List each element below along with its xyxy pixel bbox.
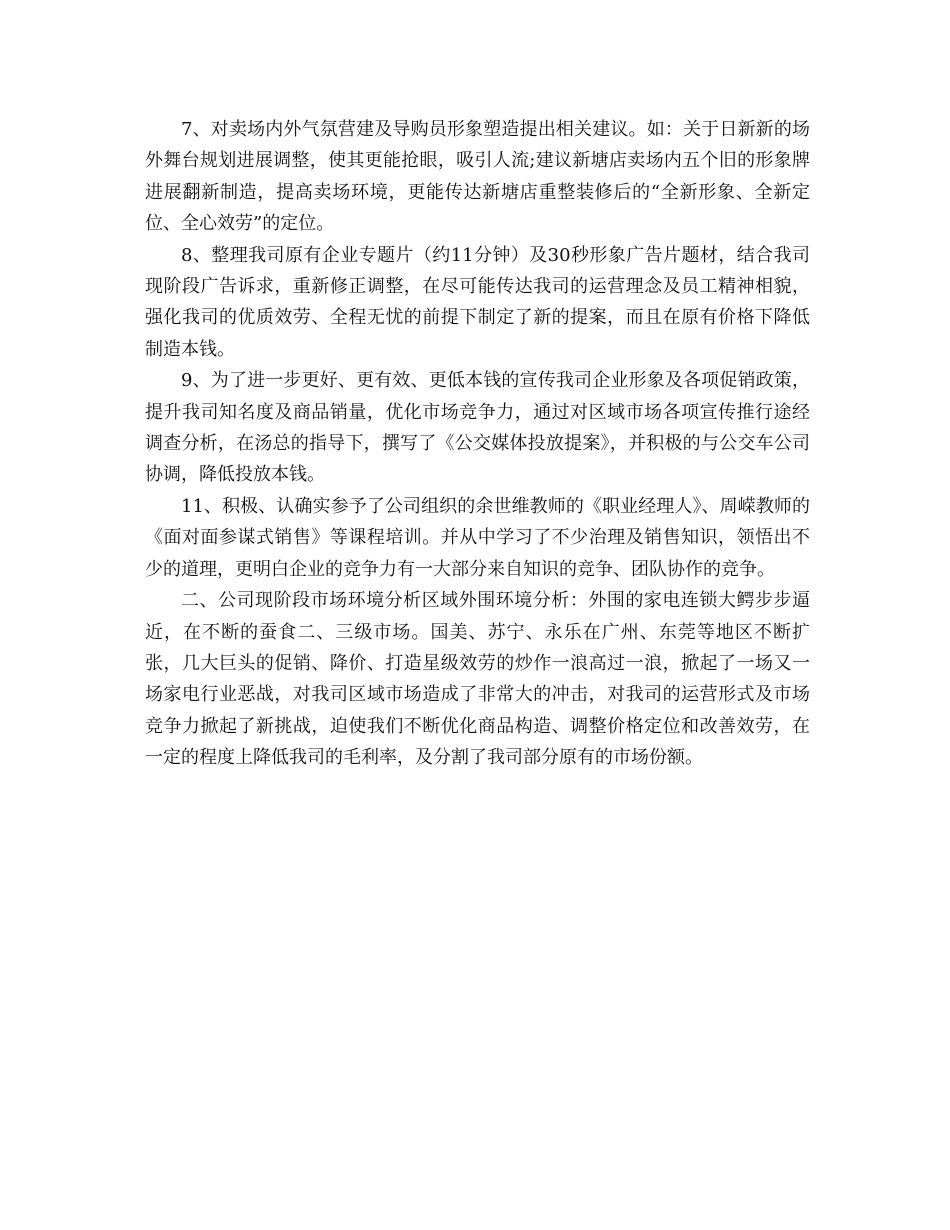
- paragraph-market-analysis: 二、公司现阶段市场环境分析区域外围环境分析：外围的家电连锁大鳄步步逼近，在不断的蚕食二、三级市场。国美、苏宁、永乐在广州、东莞等地区不断扩张，几大巨头的促销、降价、打造星级效劳的炒作一浪高过一浪，掀起了一场又一场家电行业恶战，对我司区域市场造成了非常大的冲击，对我司的运营形式及市场竞争力掀起了新挑战，迫使我们不断优化商品构造、调整价格定位和改善效劳，在一定的程度上降低我司的毛利率，及分割了我司部分原有的市场份额。: [145, 590, 810, 769]
- paragraph-item-8: 8、整理我司原有企业专题片（约11分钟）及30秒形象广告片题材，结合我司现阶段广告诉求，重新修正调整，在尽可能传达我司的运营理念及员工精神相貌，强化我司的优质效劳、全程无忧的前提下制定了新的提案，而且在原有价格下降低制造本钱。: [145, 244, 810, 360]
- paragraph-item-7: 7、对卖场内外气氛营建及导购员形象塑造提出相关建议。如：关于日新新的场外舞台规划进展调整，使其更能抢眼，吸引人流;建议新塘店卖场内五个旧的形象牌进展翻新制造，提高卖场环境，更能传达新塘店重整装修后的“全新形象、全新定位、全心效劳”的定位。: [145, 119, 810, 235]
- paragraph-item-9: 9、为了进一步更好、更有效、更低本钱的宣传我司企业形象及各项促销政策，提升我司知名度及商品销量，优化市场竞争力，通过对区域市场各项宣传推行途经调查分析，在汤总的指导下，撰写了《公交媒体投放提案》，并积极的与公交车公司协调，降低投放本钱。: [145, 370, 810, 486]
- document-body: [145, 114, 810, 774]
- paragraph-item-11: 11、积极、认确实参予了公司组织的余世维教师的《职业经理人》、周嵘教师的《面对面参谋式销售》等课程培训。并从中学习了不少治理及销售知识，领悟出不少的道理，更明白企业的竞争力有一大部分来自知识的竞争、团队协作的竞争。: [145, 495, 810, 580]
